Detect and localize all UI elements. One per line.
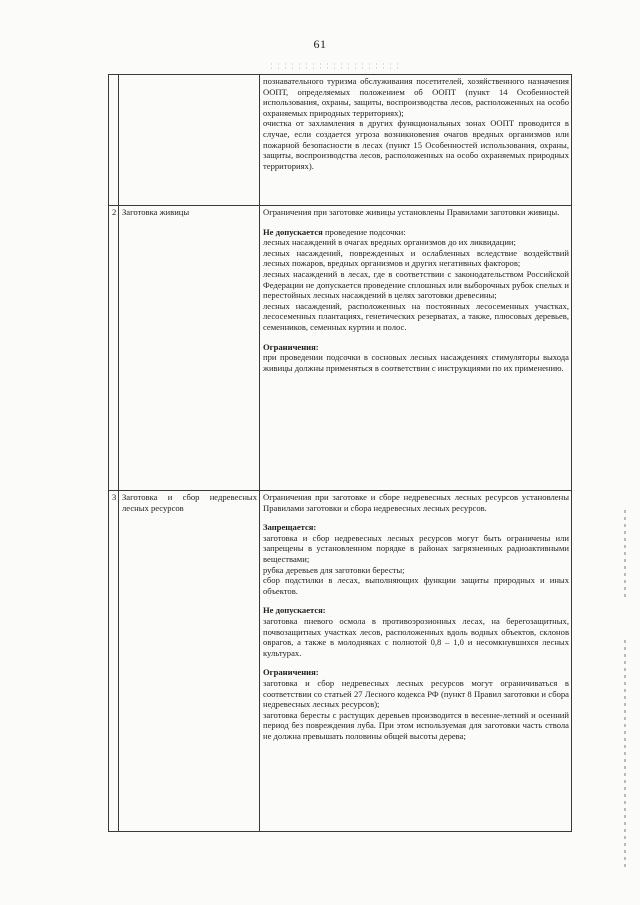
list-item: сбор подстилки в лесах, выполняющих функции защиты природных и иных объектов. [263, 575, 569, 596]
section-heading: Ограничения: [263, 667, 319, 678]
row-name-cell: Заготовка живицы [119, 206, 260, 491]
row-number-cell [109, 75, 119, 206]
section-heading: Запрещается: [263, 522, 317, 533]
table-row [109, 206, 572, 491]
list-item: заготовка и сбор недревесных лесных ресурсов могут ограничиваться в соответствии со статьей 27 Лесного кодекса РФ (пункт 8 Правил заготовки и сбора недревесных лесных ресурсов); [263, 677, 569, 710]
list-item: рубка деревьев для заготовки бересты; [263, 564, 405, 575]
list-item: лесных насаждений, поврежденных и ослабленных вследствие воздействий лесных пожаров, вредных организмов и других негативных факторов; [263, 247, 569, 269]
table-row [109, 491, 572, 832]
scan-noise [268, 62, 398, 70]
row-text-cell [260, 206, 572, 491]
paragraph: Ограничения при заготовке живицы установлены Правилами заготовки живицы. [263, 207, 560, 217]
row-name-cell [119, 75, 260, 206]
section-heading [263, 227, 569, 238]
scan-edge-mark [624, 640, 626, 870]
page-number: 61 [313, 37, 327, 51]
row-name-cell: Заготовка и сбор недревесных лесных ресурсов [119, 491, 260, 832]
list-item: при проведении подсочки в сосновых лесных насаждениях стимуляторы выхода живицы должны применяться в соответствии с инструкциями по их применению. [263, 352, 569, 373]
scan-edge-mark [624, 510, 626, 600]
list-item: заготовка пневого осмола в противоэрозионных лесах, на берегозащитных, почвозащитных участках лесов, расположенных вдоль водных объектов, склонов оврагов, а также в молодняках с полнотой 0,8 – 1,0 и несомкнувшихся лесных культурах. [263, 615, 569, 658]
list-item: заготовка и сбор недревесных лесных ресурсов могут быть ограничены или запрещены в установленном порядке в районах загрязненных радиоактивными веществами; [263, 532, 569, 564]
section-heading: Не допускается: [263, 605, 326, 616]
paragraph: очистка от захламления в других функциональных зонах ООПТ проводится в случае, если создается угроза возникновения очагов вредных организмов или пожарной безопасности в лесах (пункт 15 Особенностей использования, охраны, защиты, воспроизводства лесов, расположенных на особо охраняемых природных территориях). [263, 118, 569, 171]
regulations-table [108, 74, 572, 832]
heading-bold: Не допускается [263, 226, 323, 237]
list-item: заготовка бересты с растущих деревьев производится в весенне-летний и осенний период без повреждения луба. При этом используемая для заготовки часть ствола не должна превышать половины общей высоты дерева; [263, 709, 569, 741]
paragraph: Ограничения при заготовке и сборе недревесных лесных ресурсов установлены Правилами заготовки и сбора недревесных лесных ресурсов. [263, 492, 569, 513]
row-number-cell: 3 [109, 491, 119, 832]
row-text-cell [260, 491, 572, 832]
heading-text: проведение подсочки: [322, 226, 406, 237]
list-item: лесных насаждений в очагах вредных организмов до их ликвидации; [263, 237, 516, 248]
table-row [109, 75, 572, 206]
row-number-cell: 2 [109, 206, 119, 491]
list-item: лесных насаждений в лесах, где в соответствии с законодательством Российской Федерации не допускается проведение сплошных или выборочных рубок спелых и перестойных лесных насаждений в целях заготовки древесины; [263, 268, 569, 301]
row-text-cell [260, 75, 572, 206]
paragraph: познавательного туризма обслуживания посетителей, хозяйственного назначения ООПТ, определяемых положением об ООПТ (пункт 14 Особенностей использования, охраны, защиты, воспроизводства лесов, расположенных на особо охраняемых природных территориях); [263, 76, 569, 118]
section-heading: Ограничения: [263, 341, 319, 352]
list-item: лесных насаждений, расположенных на постоянных лесосеменных участках, лесосеменных плантациях, генетических резерватах, а также, плюсовых деревьев, семенников, семенных куртин и полос. [263, 300, 569, 332]
